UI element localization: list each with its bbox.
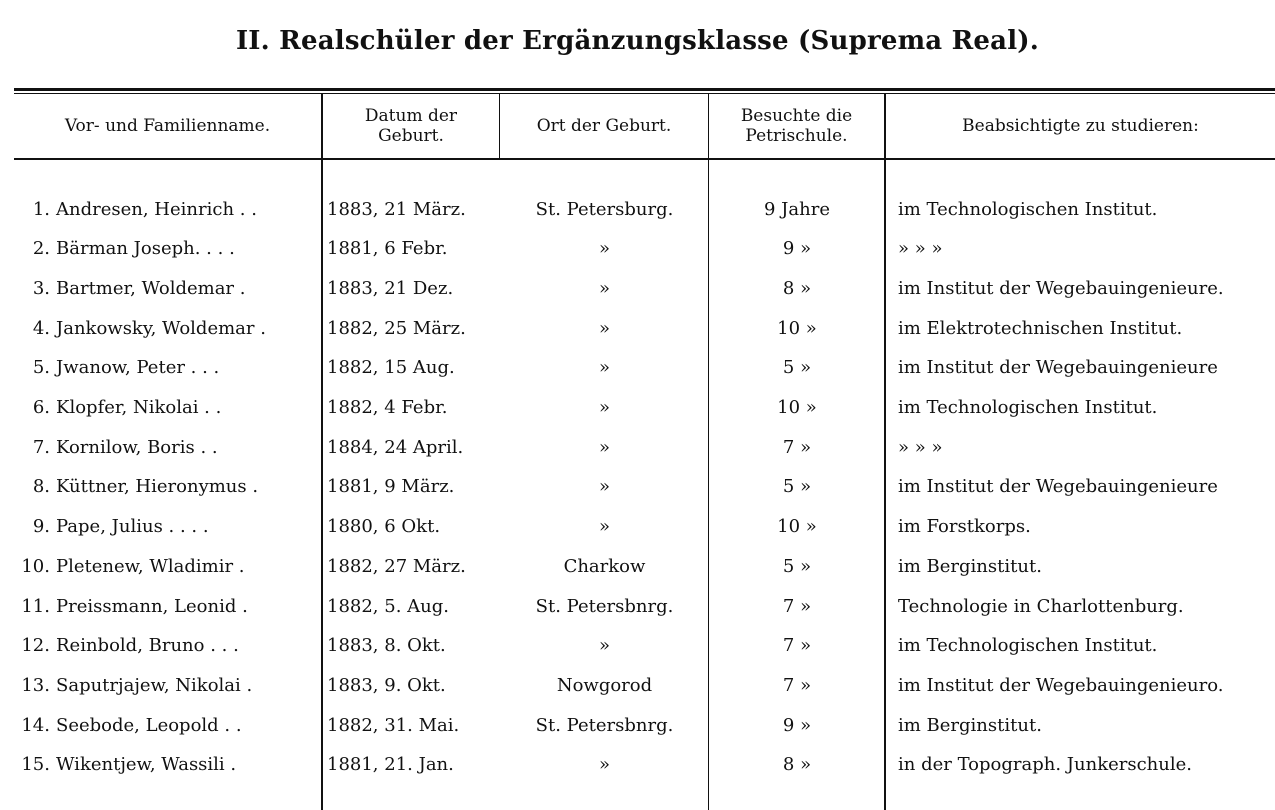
intended-study: im Institut der Wegebauingenieure. bbox=[898, 277, 1224, 299]
row-number: 14. bbox=[21, 714, 50, 736]
student-name: Bartmer, Woldemar . bbox=[56, 277, 246, 299]
header-place-label: Ort der Geburt. bbox=[536, 116, 672, 136]
row-number: 9. bbox=[32, 516, 50, 538]
student-name-cell bbox=[18, 745, 318, 785]
row-number: 6. bbox=[32, 397, 50, 418]
student-name-cell bbox=[18, 665, 318, 705]
birth-place: » bbox=[598, 397, 610, 418]
header-date-line1: Datum der bbox=[364, 106, 458, 126]
school-years: 5 » bbox=[782, 555, 812, 577]
birth-date: 1882, 25 März. bbox=[327, 317, 466, 339]
intended-study: im Elektrotechnischen Institut. bbox=[898, 317, 1183, 339]
school-years: 5 » bbox=[782, 357, 812, 379]
table-row bbox=[0, 427, 1275, 467]
birth-date: 1883, 21 Dez. bbox=[327, 277, 454, 299]
school-years: 9 » bbox=[782, 714, 812, 736]
intended-study: im Institut der Wegebauingenieure bbox=[898, 357, 1218, 379]
student-name-cell bbox=[18, 189, 318, 229]
student-name-cell bbox=[18, 308, 318, 348]
student-name: Preissmann, Leonid . bbox=[56, 595, 248, 617]
student-name-cell bbox=[18, 546, 318, 586]
birth-date: 1882, 5. Aug. bbox=[327, 595, 449, 617]
school-years: 7 » bbox=[782, 595, 812, 617]
student-name-cell bbox=[18, 348, 318, 388]
birth-place: » bbox=[598, 277, 610, 299]
student-name: Pletenew, Wladimir . bbox=[56, 555, 245, 577]
header-years bbox=[709, 96, 884, 156]
table-row bbox=[0, 586, 1275, 626]
school-years: 7 » bbox=[782, 635, 812, 657]
row-number: 5. bbox=[32, 357, 50, 379]
student-name: Küttner, Hieronymus . bbox=[56, 476, 259, 498]
table-row bbox=[0, 626, 1275, 666]
intended-study: im Berginstitut. bbox=[898, 714, 1042, 736]
birth-place: Nowgorod bbox=[556, 674, 653, 696]
table-row bbox=[0, 745, 1275, 785]
intended-study: im Institut der Wegebauingenieure bbox=[898, 476, 1218, 498]
student-name-cell bbox=[18, 427, 318, 467]
school-years: 10 » bbox=[777, 397, 817, 418]
birth-place: Charkow bbox=[563, 555, 646, 577]
birth-place: » bbox=[598, 476, 610, 498]
birth-date: 1882, 4 Febr. bbox=[327, 397, 448, 418]
table-row bbox=[0, 348, 1275, 388]
row-number: 10. bbox=[21, 555, 50, 577]
student-name-cell bbox=[18, 467, 318, 507]
table-row bbox=[0, 507, 1275, 547]
intended-study: im Technologischen Institut. bbox=[898, 397, 1158, 418]
header-date bbox=[323, 96, 499, 156]
header-study-label: Beabsichtigte zu studieren: bbox=[962, 116, 1199, 136]
table-row bbox=[0, 189, 1275, 229]
table-row bbox=[0, 308, 1275, 348]
student-name-cell bbox=[18, 586, 318, 626]
birth-date: 1883, 21 März. bbox=[327, 198, 466, 220]
birth-date: 1884, 24 April. bbox=[327, 436, 464, 458]
table-row bbox=[0, 388, 1275, 428]
birth-date: 1882, 27 März. bbox=[327, 555, 466, 577]
school-years: 8 » bbox=[782, 277, 812, 299]
header-name-label: Vor- und Familienname. bbox=[64, 116, 271, 136]
student-name: Seebode, Leopold . . bbox=[56, 714, 242, 736]
student-name: Wikentjew, Wassili . bbox=[56, 754, 237, 776]
intended-study: in der Topograph. Junkerschule. bbox=[898, 754, 1192, 776]
student-name: Bärman Joseph. . . . bbox=[56, 238, 235, 260]
top-rule-thick bbox=[14, 88, 1275, 91]
student-name: Pape, Julius . . . . bbox=[56, 516, 209, 538]
student-name: Jankowsky, Woldemar . bbox=[56, 317, 266, 339]
intended-study: Technologie in Charlottenburg. bbox=[898, 595, 1184, 617]
student-name-cell bbox=[18, 268, 318, 308]
birth-place: » bbox=[598, 436, 610, 458]
student-name: Klopfer, Nikolai . . bbox=[56, 397, 222, 418]
intended-study: im Berginstitut. bbox=[898, 555, 1042, 577]
student-name-cell bbox=[18, 626, 318, 666]
row-number: 2. bbox=[32, 238, 50, 260]
birth-date: 1880, 6 Okt. bbox=[327, 516, 441, 538]
school-years: 10 » bbox=[777, 516, 817, 538]
birth-place: » bbox=[598, 754, 610, 776]
header-years-line2: Petrischule. bbox=[745, 126, 848, 146]
birth-date: 1881, 21. Jan. bbox=[327, 754, 454, 776]
student-name: Andresen, Heinrich . . bbox=[56, 198, 257, 220]
birth-date: 1882, 15 Aug. bbox=[327, 357, 455, 379]
row-number: 4. bbox=[32, 317, 50, 339]
birth-place: » bbox=[598, 516, 610, 538]
header-study bbox=[886, 96, 1275, 156]
intended-study: im Technologischen Institut. bbox=[898, 198, 1158, 220]
row-number: 8. bbox=[32, 476, 50, 498]
intended-study: im Institut der Wegebauingenieuro. bbox=[898, 674, 1224, 696]
birth-place: » bbox=[598, 635, 610, 657]
school-years: 5 » bbox=[782, 476, 812, 498]
student-name-cell bbox=[18, 229, 318, 269]
table-row bbox=[0, 665, 1275, 705]
table-row bbox=[0, 268, 1275, 308]
intended-study: » » » bbox=[898, 238, 943, 260]
header-name bbox=[14, 96, 321, 156]
row-number: 7. bbox=[32, 436, 50, 458]
table-row bbox=[0, 467, 1275, 507]
birth-date: 1882, 31. Mai. bbox=[327, 714, 460, 736]
birth-place: » bbox=[598, 238, 610, 260]
header-date-line2: Geburt. bbox=[378, 126, 444, 146]
birth-date: 1881, 6 Febr. bbox=[327, 238, 448, 260]
row-number: 3. bbox=[32, 277, 50, 299]
school-years: 7 » bbox=[782, 436, 812, 458]
student-name: Reinbold, Bruno . . . bbox=[56, 635, 239, 657]
page-title: II. Realschüler der Ergänzungsklasse (Suprema Real). bbox=[235, 26, 1040, 56]
row-number: 13. bbox=[21, 674, 50, 696]
student-name: Jwanow, Peter . . . bbox=[56, 357, 220, 379]
row-number: 15. bbox=[21, 754, 50, 776]
header-years-line1: Besuchte die bbox=[740, 106, 853, 126]
header-place bbox=[500, 96, 708, 156]
birth-date: 1883, 8. Okt. bbox=[327, 635, 446, 657]
top-rule-thin bbox=[14, 93, 1275, 94]
header-bottom-rule bbox=[14, 158, 1275, 160]
school-years: 7 » bbox=[782, 674, 812, 696]
student-name: Saputrjajew, Nikolai . bbox=[56, 674, 253, 696]
student-name-cell bbox=[18, 388, 318, 428]
intended-study: im Forstkorps. bbox=[898, 516, 1031, 538]
table-row bbox=[0, 229, 1275, 269]
row-number: 12. bbox=[21, 635, 50, 657]
birth-date: 1881, 9 März. bbox=[327, 476, 455, 498]
intended-study: » » » bbox=[898, 436, 943, 458]
table-row bbox=[0, 705, 1275, 745]
student-name: Kornilow, Boris . . bbox=[56, 436, 218, 458]
student-name-cell bbox=[18, 705, 318, 745]
birth-place: St. Petersbnrg. bbox=[535, 595, 674, 617]
school-years: 9 Jahre bbox=[764, 198, 830, 220]
birth-place: St. Petersburg. bbox=[535, 198, 674, 220]
birth-place: St. Petersbnrg. bbox=[535, 714, 674, 736]
row-number: 1. bbox=[32, 198, 50, 220]
school-years: 9 » bbox=[782, 238, 812, 260]
birth-date: 1883, 9. Okt. bbox=[327, 674, 446, 696]
intended-study: im Technologischen Institut. bbox=[898, 635, 1158, 657]
birth-place: » bbox=[598, 317, 610, 339]
birth-place: » bbox=[598, 357, 610, 379]
table-row bbox=[0, 546, 1275, 586]
row-number: 11. bbox=[21, 595, 50, 617]
school-years: 10 » bbox=[777, 317, 817, 339]
school-years: 8 » bbox=[782, 754, 812, 776]
student-name-cell bbox=[18, 507, 318, 547]
